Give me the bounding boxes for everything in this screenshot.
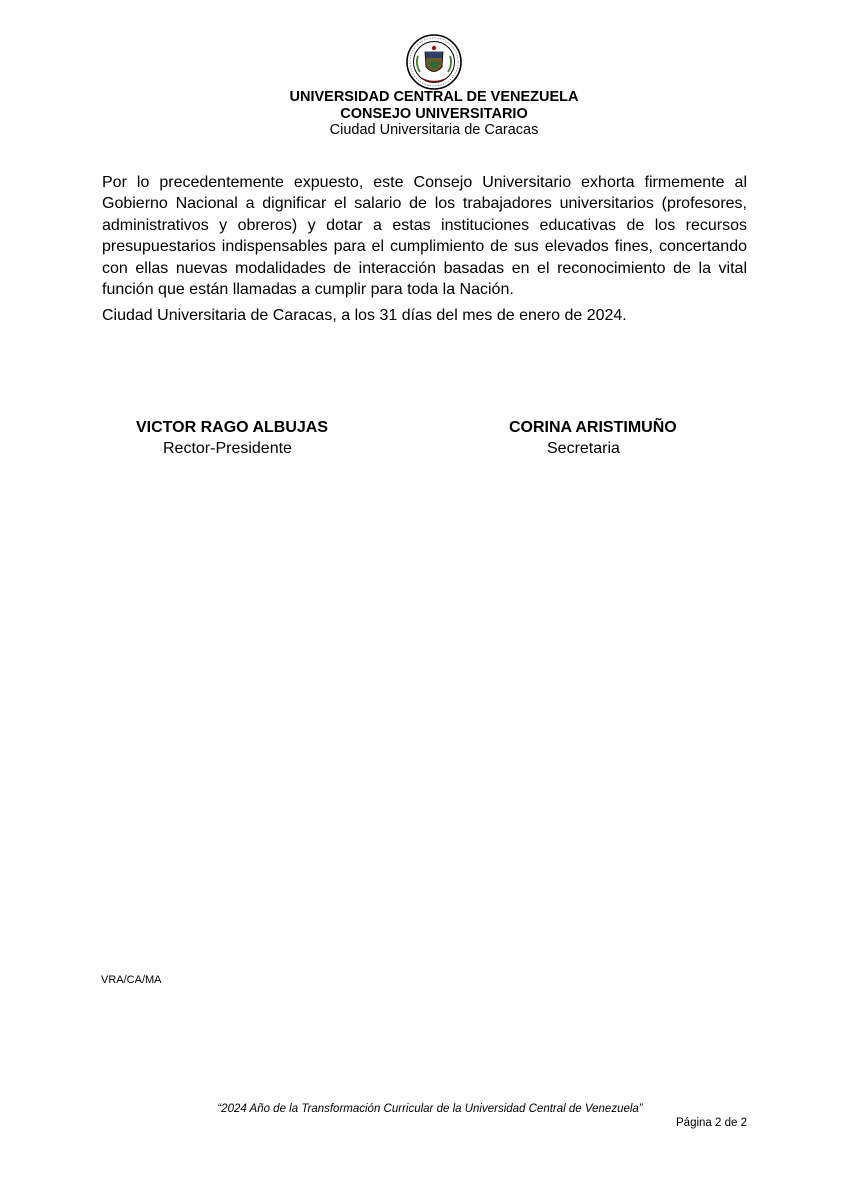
signatory-2-name: CORINA ARISTIMUÑO [509,419,677,436]
council-name: CONSEJO UNIVERSITARIO [340,106,528,122]
university-seal [406,34,462,90]
signatory-1-name: VICTOR RAGO ALBUJAS [136,419,329,436]
reference-initials: VRA/CA/MA [101,974,162,986]
body-paragraph: Por lo precedentemente expuesto, este Consejo Universitario exhorta firmemente al Gobierno Nacional a dignificar el salario de los trabajadores universitarios (profesores, administrativos y obreros) y dotar a estas instituciones educativas de los recursos presupuestarios indispensables para el cumplimiento de sus elevados fines, concertando con ellas nuevas modalidades de interacción basadas en el reconocimiento de la vital función que están llamadas a cumplir para toda la Nación. [102,174,747,299]
page-number: Página 2 de 2 [676,1117,747,1129]
signatory-2-title: Secretaria [547,440,620,457]
closing-line: Ciudad Universitaria de Caracas, a los 31 días del mes de enero de 2024. [102,307,627,324]
signatory-1-title: Rector-Presidente [163,440,292,457]
location-line: Ciudad Universitaria de Caracas [329,122,539,138]
university-name: UNIVERSIDAD CENTRAL DE VENEZUELA [289,89,579,105]
footer-motto: “2024 Año de la Transformación Curricular de la Universidad Central de Venezuela” [217,1103,643,1115]
